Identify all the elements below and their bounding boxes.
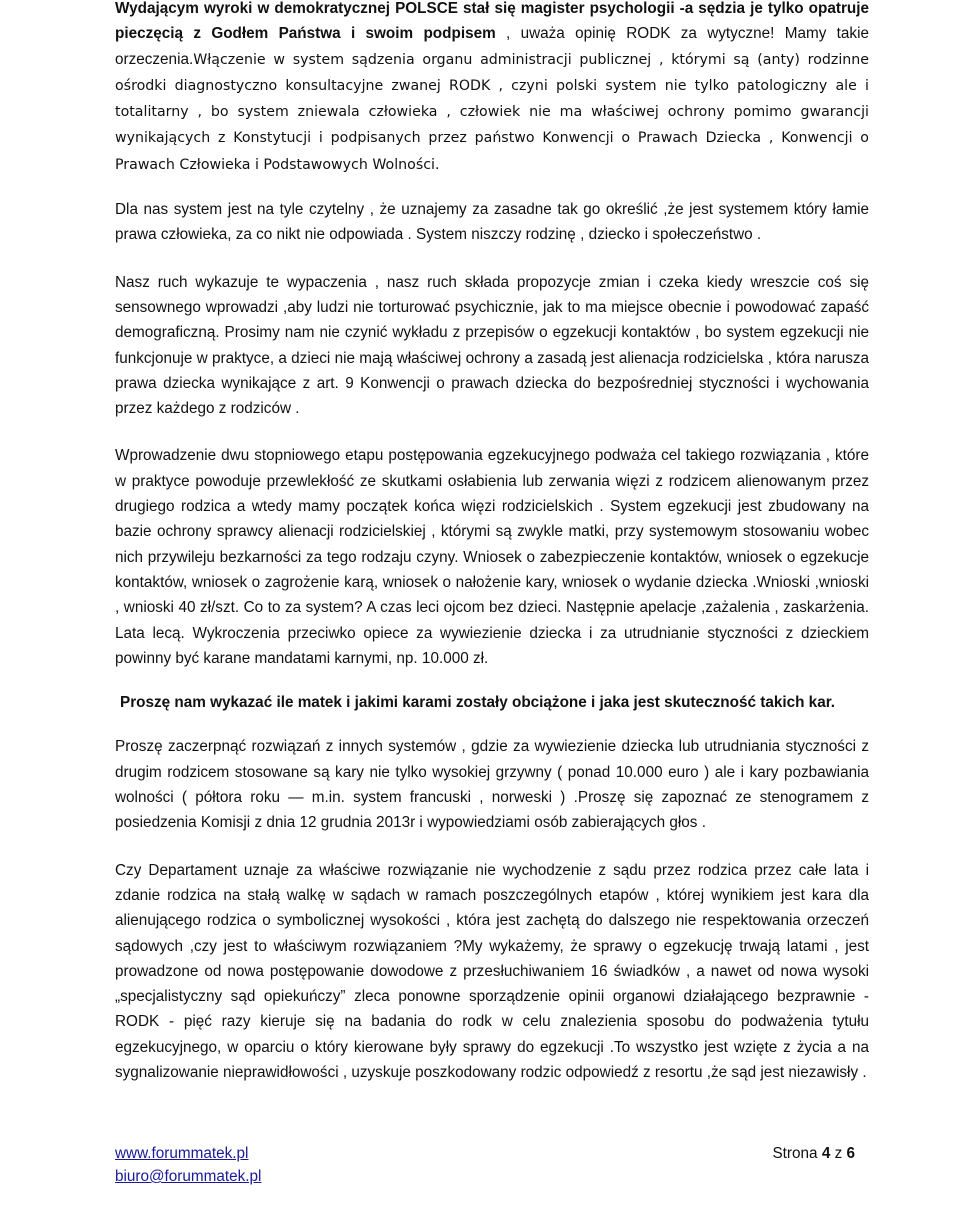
- page-current: 4: [821, 1145, 831, 1162]
- paragraph-other-systems: Proszę zaczerpnąć rozwiązań z innych systemów , gdzie za wywiezienie dziecka lub utrudniania styczności z drugim rodzicem stosowane są kary nie tylko wysokiej grzywny ( ponad 10.000 euro ) ale i kary pozbawiania wolności ( półtora roku — m.in. system francuski , norweski ) .Proszę się zapoznać ze stenogramem z posiedzenia Komisji z dnia 12 grudnia 2013r i wypowiedziami osób zabierających głos .: [115, 738, 869, 832]
- paragraph-enforcement: Wprowadzenie dwu stopniowego etapu postępowania egzekucyjnego podważa cel takiego rozwiązania , które w praktyce powoduje przewlekłość ze skutkami osłabienia lub zerwania więzi z rodzicem alienowanym przez drugiego rodzica a wtedy mamy początek końca więzi rodzicielskich . System egzekucji jest zbudowany na bazie ochrony sprawcy alienacji rodzicielskiej , którymi są zwykle matki, przy systemowym stosowaniu wobec nich przywileju bezkarności za tego rodzaju czyny. Wniosek o zabezpieczenie kontaktów, wniosek o egzekucje kontaktów, wniosek o zagrożenie karą, wniosek o nałożenie kary, wniosek o wydanie dziecka .Wnioski ,wnioski , wnioski 40 zł/szt. Co to za system? A czas leci ojcom bez dzieci. Następnie apelacje ,zażalenia , zaskarżenia. Lata lecą. Wykroczenia przeciwko opiece za wywiezienie dziecka i za utrudnianie styczności z dzieckiem powinny być karane mandatami karnymi, np. 10.000 zł.: [115, 447, 869, 667]
- paragraph-department: Czy Departament uznaje za właściwe rozwiązanie nie wychodzenie z sądu przez rodzica przez całe lata i zdanie rodzica na stałą walkę w sądach w ramach poszczególnych etapów , której wynikiem jest kara dla alienującego rodzica o symbolicznej wysokości , która jest zachętą do dalszego nie respektowania orzeczeń sądowych ,czy jest to właściwym rozwiązaniem ?My wykażemy, że sprawy o egzekucję trwają latami , jest prowadzone od nowa postępowanie dowodowe z przesłuchiwaniem 16 świadków , a nawet od nowa wysoki „specjalistyczny sąd opiekuńczy” zleca ponowne sporządzenie opinii organowi działającego bezprawnie -RODK - pięć razy kieruje się na badania do rodk w celu znalezienia sposobu do podważenia tytułu egzekucyjnego, w oparciu o który kierowane były sprawy do egzekucji .To wszystko jest wzięte z życia a na sygnalizowanie nieprawidłowości , uzyskuje poszkodowany rodzic odpowiedź z resortu ,że sąd jest niezawisły .: [115, 861, 869, 1081]
- page-total: 6: [846, 1145, 855, 1162]
- intro-rest-text: , uważa opinię RODK za wytyczne! Mamy takie orzeczenia.: [115, 25, 869, 68]
- intro-bold-text: Wydającym wyroki w demokratycznej POLSCE stał się magister psychologii -a sędzia je tylko opatruje pieczęcią z Godłem Państwa i swoim podpisem: [115, 0, 869, 43]
- intro-sans-text: Włączenie w system sądzenia organu administracji publicznej , którymi są (anty) rodzinne ośrodki diagnostyczno konsultacyjne zwanej RODK , czyni polski system nie tylko patologiczny ale i totalitarny , bo system zniewala człowieka , człowiek nie ma właściwej ochrony pomimo gwarancji wynikających z Konstytucji i podpisanych przez państwo Konwencji o Prawach Dziecka , Konwencji o Prawach Człowieka i Podstawowych Wolności.: [115, 51, 869, 173]
- page-label: Strona: [772, 1145, 818, 1162]
- page-number: [772, 1142, 855, 1165]
- email-link[interactable]: biuro@forummatek.pl: [115, 1168, 262, 1185]
- paragraph-system: Dla nas system jest na tyle czytelny , że uznajemy za zasadne tak go określić ,że jest systemem który łamie prawa człowieka, za co nikt nie odpowiada . System niszczy rodzinę , dziecko i społeczeństwo .: [115, 201, 869, 244]
- document-page: [115, 0, 869, 1085]
- page-separator: z: [834, 1145, 843, 1162]
- paragraph-movement: Nasz ruch wykazuje te wypaczenia , nasz ruch składa propozycje zmian i czeka kiedy wreszcie coś się sensownego wprowadzi ,aby ludzi nie torturować psychicznie, jak to ma miejsce obecnie i powodować zapaść demograficzną. Prosimy nam nie czynić wykładu z przepisów o egzekucji kontaktów , bo system egzekucji nie funkcjonuje w praktyce, a dzieci nie mają właściwej ochrony a zasadą jest alienacja rodzicielska , która narusza prawa dziecka wynikające z art. 9 Konwencji o prawach dziecka do bezpośredniej styczności i wychowania przez każdego z rodziców .: [115, 273, 869, 418]
- page-footer: [115, 1142, 855, 1188]
- paragraph-request-bold: Proszę nam wykazać ile matek i jakimi karami zostały obciążone i jaka jest skuteczność takich kar.: [120, 694, 836, 712]
- paragraph-intro: [115, 0, 869, 178]
- website-link[interactable]: www.forummatek.pl: [115, 1145, 249, 1162]
